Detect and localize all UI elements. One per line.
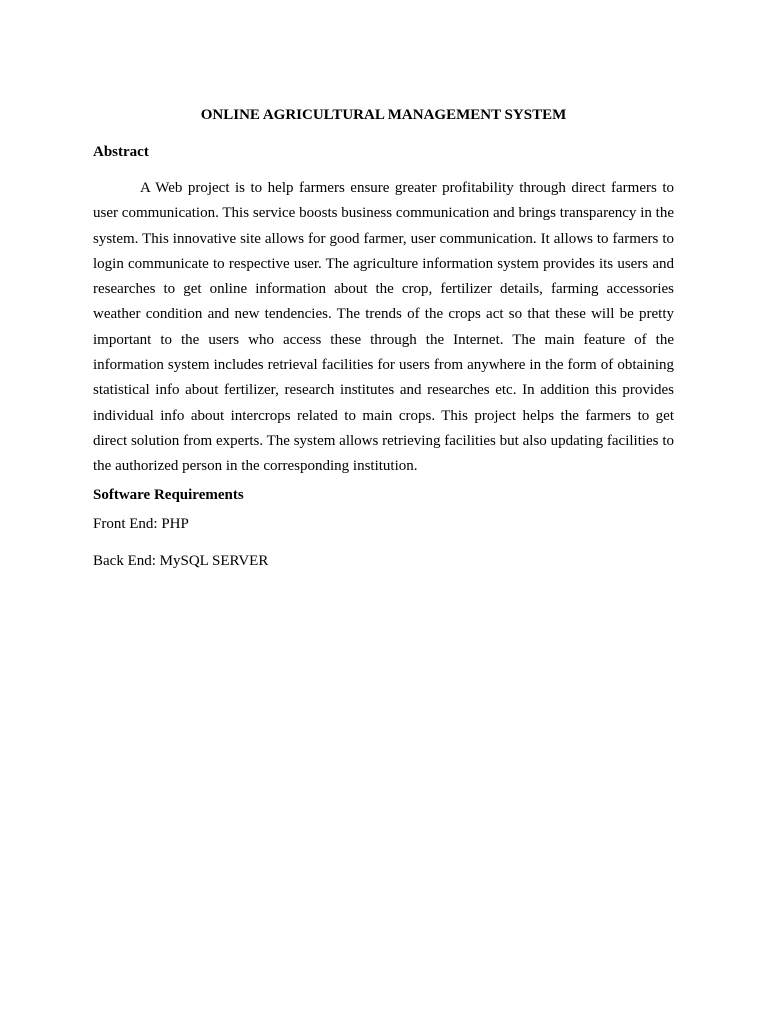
- document-title: ONLINE AGRICULTURAL MANAGEMENT SYSTEM: [200, 107, 567, 123]
- document-page: [93, 0, 674, 1024]
- abstract-heading: Abstract: [93, 144, 149, 160]
- back-end-line: Back End: MySQL SERVER: [93, 553, 269, 569]
- abstract-paragraph: A Web project is to help farmers ensure greater profitability through direct farmers to user communication. This service boosts business communication and brings transparency in the system. This innovative site allows for good farmer, user communication. It allows to farmers to login communicate to respective user. The agriculture information system provides its users and researches to get online information about the crop, fertilizer details, farming accessories weather condition and new tendencies. The trends of the crops act so that these will be pretty important to the users who access these through the Internet. The main feature of the information system includes retrieval facilities for users from anywhere in the form of obtaining statistical info about fertilizer, research institutes and researches etc. In addition this provides individual info about intercrops related to main crops. This project helps the farmers to get direct solution from experts. The system allows retrieving facilities but also updating facilities to the authorized person in the corresponding institution.: [93, 180, 674, 475]
- software-requirements-heading: Software Requirements: [93, 487, 244, 503]
- front-end-line: Front End: PHP: [93, 516, 189, 532]
